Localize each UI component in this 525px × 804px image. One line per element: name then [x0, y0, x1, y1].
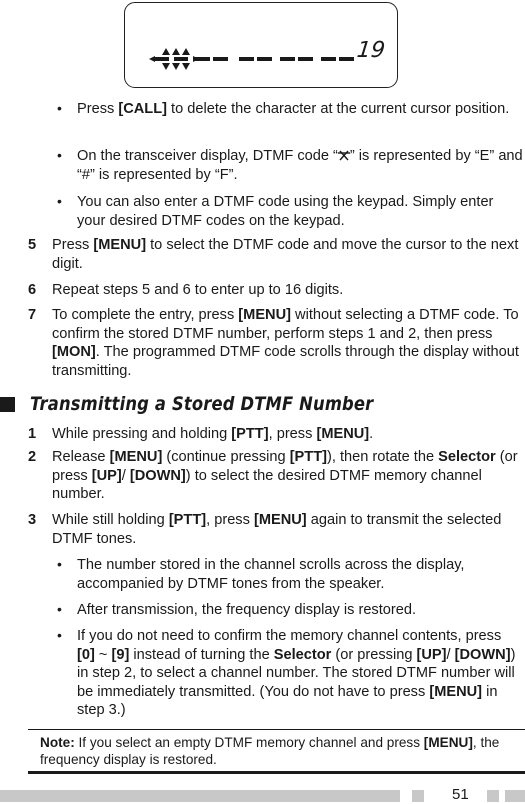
bold-key-label: [MENU] — [93, 237, 147, 253]
bold-key-label: [MENU] — [238, 307, 291, 323]
bold-key-label: [UP] — [416, 646, 447, 663]
bullet-symbol: • — [57, 601, 62, 617]
dash-segment — [155, 57, 169, 61]
bold-key-label: [MENU] — [429, 683, 483, 700]
bullet-text: Press [CALL] to delete the character at the current cursor position. — [77, 101, 510, 117]
lcd-segments-graphic — [125, 3, 399, 89]
note-text: If you select an empty DTMF memory channel and press [MENU], the frequency display is restored. — [40, 735, 500, 767]
cursor-down-triangle — [162, 63, 170, 70]
bullet-text: If you do not need to confirm the memory channel contents, press [0] ~ [9] instead of turning the Selector (or pressing [UP]/ [DOWN]) in step 2, to select a channel number. The stored DTMF number will be immediately transmitted. (You do not have to press [MENU] in step 3.) — [77, 628, 516, 718]
step-number: 2 — [28, 449, 37, 465]
bullet-text: You can also enter a DTMF code using the keypad. Simply enter your desired DTMF codes on the keypad. — [77, 194, 494, 229]
bold-key-label: [PTT] — [289, 449, 327, 465]
footer-bar-segment — [505, 790, 525, 802]
bold-key-label: Selector — [438, 449, 496, 465]
step-item — [28, 448, 524, 504]
step-text: While pressing and holding [PTT], press [MENU]. — [52, 426, 374, 442]
step-number: 6 — [28, 282, 37, 298]
step-number: 1 — [28, 426, 37, 442]
bold-key-label: [PTT] — [168, 512, 207, 528]
bullet-symbol: • — [57, 193, 62, 209]
dash-segment — [321, 57, 336, 61]
dash-segment — [280, 57, 295, 61]
dash-segment — [257, 57, 272, 61]
cursor-up-triangle — [182, 48, 190, 55]
dash-segment — [339, 57, 354, 61]
bold-key-label: [MON] — [52, 344, 96, 360]
list-item — [57, 100, 523, 119]
footer-bar-segment — [412, 790, 424, 802]
dash-segment — [213, 57, 228, 61]
left-arrow-icon — [149, 56, 155, 62]
note-top-rule — [28, 729, 525, 730]
step-text: Repeat steps 5 and 6 to enter up to 16 digits. — [52, 282, 344, 298]
bullet-symbol: • — [57, 147, 62, 163]
bold-key-label: [DOWN] — [454, 646, 511, 663]
note-label: Note: — [40, 735, 75, 750]
bold-key-label: [MENU] — [109, 449, 163, 465]
bullet-symbol: • — [57, 100, 62, 116]
bold-key-label: [0] — [77, 646, 95, 663]
note-bottom-rule — [28, 771, 525, 774]
step-number: 5 — [28, 237, 37, 253]
dash-segment — [195, 57, 210, 61]
cursor-down-triangle — [172, 63, 180, 70]
list-item — [57, 627, 523, 720]
step-number: 3 — [28, 512, 37, 528]
bold-key-label: [UP] — [91, 467, 122, 484]
step-item — [28, 511, 524, 548]
bold-key-label: [CALL] — [118, 101, 167, 117]
step-text: Release [MENU] (continue pressing [PTT]), then rotate the Selector (or press [UP]/ [DOWN]) to select the desired DTMF memory channel number. — [52, 449, 518, 502]
page-number: 51 — [448, 786, 473, 804]
step-text: Press [MENU] to select the DTMF code and move the cursor to the next digit. — [52, 237, 519, 272]
footer-bar-segment — [487, 790, 499, 802]
section-marker — [0, 397, 15, 412]
step-text: To complete the entry, press [MENU] without selecting a DTMF code. To confirm the stored DTMF number, perform steps 1 and 2, then press [MON]. The programmed DTMF code scrolls through the display without transmitting. — [52, 307, 519, 379]
bold-key-label: [MENU] — [316, 426, 370, 442]
bullet-symbol: • — [57, 627, 62, 643]
note-box — [40, 734, 522, 768]
cursor-down-triangle — [182, 63, 190, 70]
cursor-up-triangle — [162, 48, 170, 55]
footer-bar — [0, 790, 400, 802]
page-footer — [0, 790, 525, 802]
dash-segment — [298, 57, 313, 61]
step-item — [28, 425, 524, 444]
section-title: Transmitting a Stored DTMF Number — [30, 393, 374, 415]
bullet-text: After transmission, the frequency display is restored. — [77, 602, 417, 618]
dtmf-star-glyph-icon — [338, 150, 350, 161]
channel-number: 19 — [355, 38, 387, 63]
step-item — [28, 281, 524, 300]
list-item — [57, 556, 523, 593]
dash-segment — [174, 57, 188, 61]
dash-segment — [239, 57, 254, 61]
bold-key-label: Selector — [273, 646, 332, 663]
bold-key-label: [9] — [111, 646, 130, 663]
cursor-up-triangle — [172, 48, 180, 55]
lcd-display — [124, 2, 398, 88]
bold-key-label: [PTT] — [231, 426, 269, 442]
step-text: While still holding [PTT], press [MENU] again to transmit the selected DTMF tones. — [52, 512, 502, 547]
bold-key-label: [MENU] — [423, 735, 473, 750]
bullet-text: The number stored in the channel scrolls across the display, accompanied by DTMF tones from the speaker. — [77, 557, 465, 592]
list-item — [57, 601, 523, 620]
list-item — [57, 147, 523, 184]
bold-key-label: [DOWN] — [129, 467, 186, 484]
step-item — [28, 236, 524, 273]
list-item — [57, 193, 523, 230]
step-number: 7 — [28, 307, 37, 323]
bullet-symbol: • — [57, 556, 62, 572]
bullet-text: On the transceiver display, DTMF code “ ” is represented by “E” and “#” is represented by “F”. — [77, 148, 523, 183]
bold-key-label: [MENU] — [253, 512, 307, 528]
step-item — [28, 306, 524, 380]
